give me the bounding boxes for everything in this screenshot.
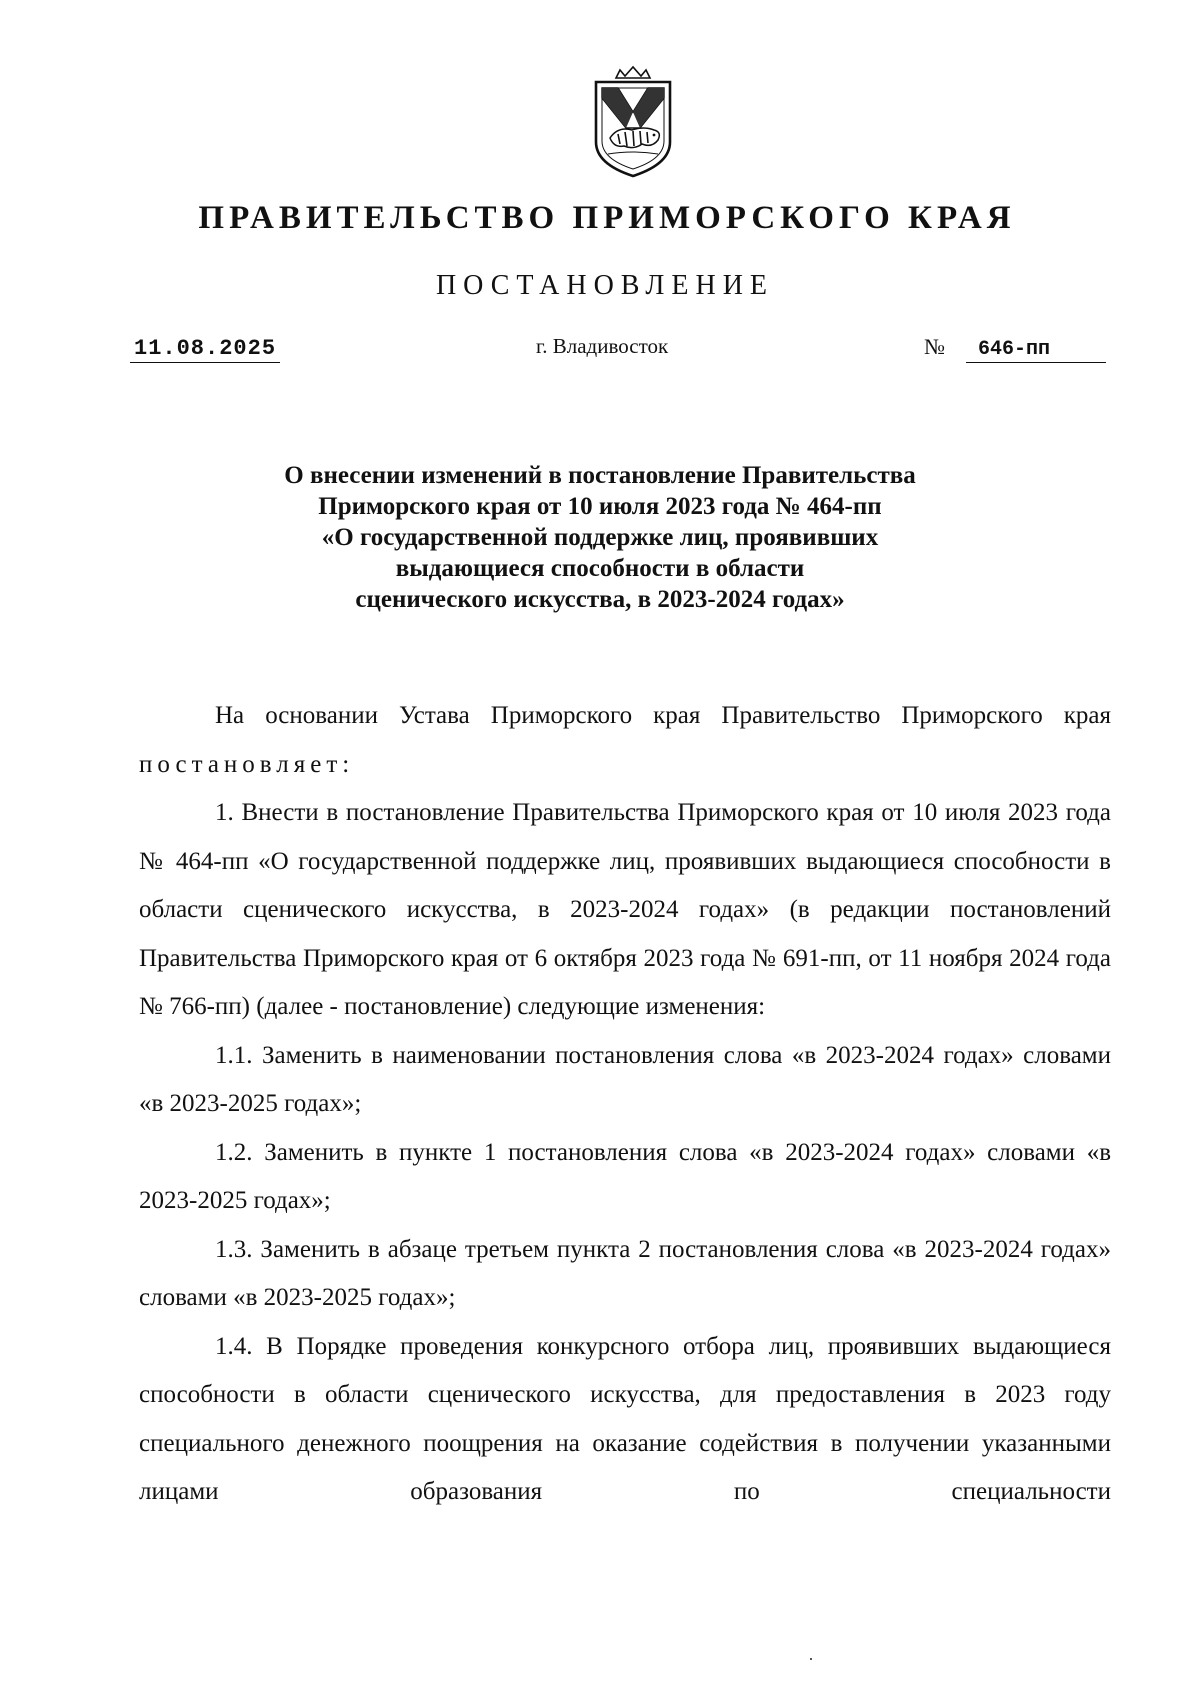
- paragraph-item-1-2: 1.2. Заменить в пункте 1 постановления слова «в 2023-2024 годах» словами «в 2023-2025 годах»;: [139, 1138, 1111, 1214]
- document-type: ПОСТАНОВЛЕНИЕ: [435, 270, 775, 301]
- paragraph-item-1-1: 1.1. Заменить в наименовании постановления слова «в 2023-2024 годах» словами «в 2023-2025 годах»;: [139, 1041, 1111, 1117]
- document-number: 646-пп: [966, 338, 1106, 363]
- subject-line: сценического искусства, в 2023-2024 годах»: [355, 586, 845, 613]
- paragraph-item-1-4: 1.4. В Порядке проведения конкурсного отбора лиц, проявивших выдающиеся способности в области сценического искусства, для предоставления в 2023 году специального денежного поощрения на оказание содействия в получении указанными лицами образования по специальности: [139, 1332, 1111, 1505]
- scan-artifact: [810, 1658, 812, 1660]
- document-city: г. Владивосток: [536, 334, 669, 358]
- coat-of-arms-icon: [578, 64, 688, 182]
- preamble-text: На основании Устава Приморского края Правительство Приморского края: [215, 702, 1111, 729]
- paragraph-item-1: 1. Внести в постановление Правительства Приморского края от 10 июля 2023 года № 464-пп «О государственной поддержке лиц, проявивших выдающиеся способности в области сценического искусства, в 2023-2024 годах» (в редакции постановлений Правительства Приморского края от 6 октября 2023 года № 691-пп, от 11 ноября 2024 года № 766-пп) (далее - постановление) следующие изменения:: [139, 799, 1111, 1020]
- resolves-word: постановляет:: [139, 750, 355, 778]
- document-body: [139, 692, 1111, 1517]
- subject-line: «О государственной поддержке лиц, проявивших: [321, 524, 879, 551]
- document-date: 11.08.2025: [130, 336, 280, 363]
- document-subject: [150, 460, 1050, 615]
- government-title: ПРАВИТЕЛЬСТВО ПРИМОРСКОГО КРАЯ: [198, 200, 1016, 236]
- number-sign: №: [924, 334, 945, 359]
- subject-line: О внесении изменений в постановление Правительства: [284, 462, 916, 489]
- paragraph-item-1-3: 1.3. Заменить в абзаце третьем пункта 2 постановления слова «в 2023-2024 годах» словами «в 2023-2025 годах»;: [139, 1235, 1111, 1311]
- subject-line: выдающиеся способности в области: [395, 555, 805, 582]
- preamble-paragraph: [139, 692, 1111, 789]
- subject-line: Приморского края от 10 июля 2023 года № 464-пп: [318, 493, 882, 520]
